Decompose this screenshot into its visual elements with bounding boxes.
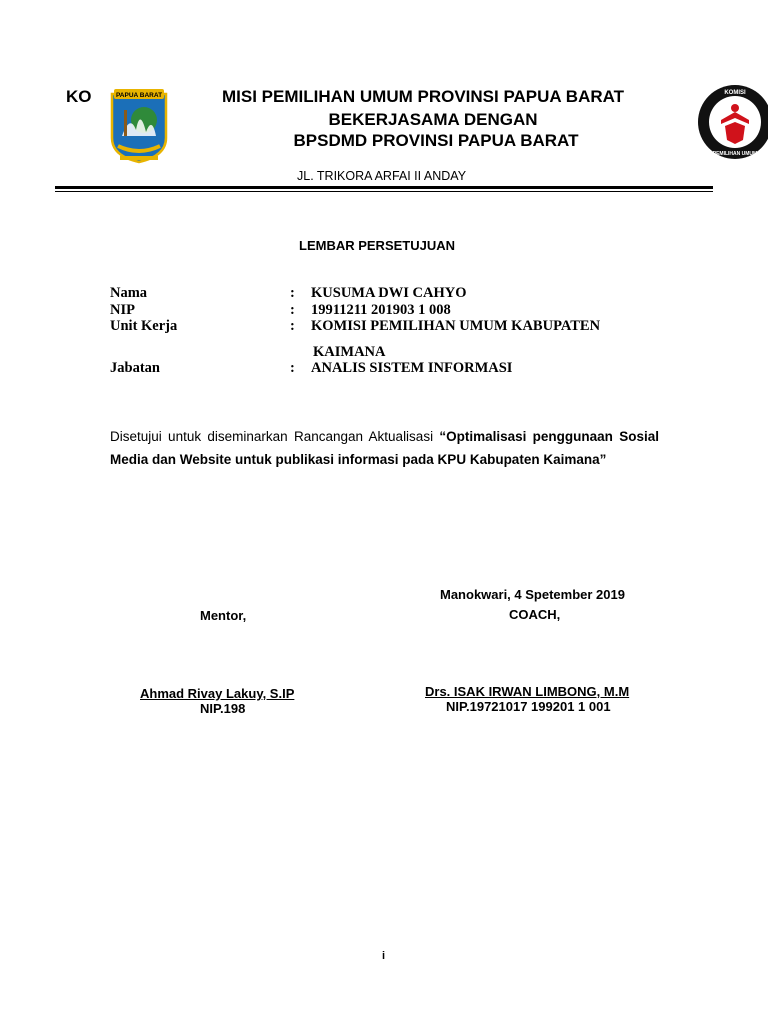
field-label-unit-kerja: Unit Kerja: [110, 318, 178, 334]
field-sep-nip: :: [290, 302, 295, 318]
header-ko: KO: [66, 87, 92, 106]
field-sep-unit-kerja: :: [290, 318, 295, 334]
approval-title: “Optimalisasi penggunaan Sosial Media dan Website untuk publikasi informasi pada KPU Kabupaten Kaimana”: [110, 429, 659, 467]
header-line-3: BPSDMD PROVINSI PAPUA BARAT: [293, 131, 579, 150]
kpu-logo-bottom-text: PEMILIHAN UMUM: [712, 151, 758, 157]
kpu-logo-top-text: KOMISI: [724, 90, 746, 96]
header-address: JL. TRIKORA ARFAI II ANDAY: [297, 169, 467, 183]
field-value-nip: 19911211 201903 1 008: [311, 302, 451, 318]
document-title: LEMBAR PERSETUJUAN: [299, 238, 456, 253]
coach-label: COACH,: [509, 607, 561, 622]
mentor-label: Mentor,: [200, 608, 247, 623]
approval-paragraph: [110, 426, 659, 471]
header-rule-thin: [55, 191, 713, 192]
field-label-nama: Nama: [110, 285, 148, 301]
field-label-nip: NIP: [110, 302, 135, 318]
field-value-nama: KUSUMA DWI CAHYO: [311, 285, 467, 301]
mentor-name: Ahmad Rivay Lakuy, S.IP: [140, 686, 295, 701]
place-date: Manokwari, 4 Spetember 2019: [440, 587, 625, 602]
field-value-unit-kerja: KOMISI PEMILIHAN UMUM KABUPATEN: [311, 318, 601, 334]
papua-banner-text: PAPUA BARAT: [115, 92, 163, 99]
mentor-nip: NIP.198: [200, 701, 246, 716]
field-sep-jabatan: :: [290, 360, 295, 376]
kpu-logo: [697, 84, 768, 160]
header-rule-thick: [55, 186, 713, 189]
field-label-jabatan: Jabatan: [110, 360, 160, 376]
header-line-1: MISI PEMILIHAN UMUM PROVINSI PAPUA BARAT: [222, 87, 625, 106]
coach-nip: NIP.19721017 199201 1 001: [446, 699, 611, 714]
header-line-2: BEKERJASAMA DENGAN: [328, 110, 538, 129]
page-number: i: [382, 950, 386, 962]
field-sep-nama: :: [290, 285, 295, 301]
field-value-unit-kerja-line2: KAIMANA: [313, 344, 386, 360]
approval-intro: Disetujui untuk diseminarkan Rancangan Aktualisasi: [110, 429, 440, 444]
field-value-jabatan: ANALIS SISTEM INFORMASI: [311, 360, 513, 376]
coach-name: Drs. ISAK IRWAN LIMBONG, M.M: [425, 684, 630, 699]
